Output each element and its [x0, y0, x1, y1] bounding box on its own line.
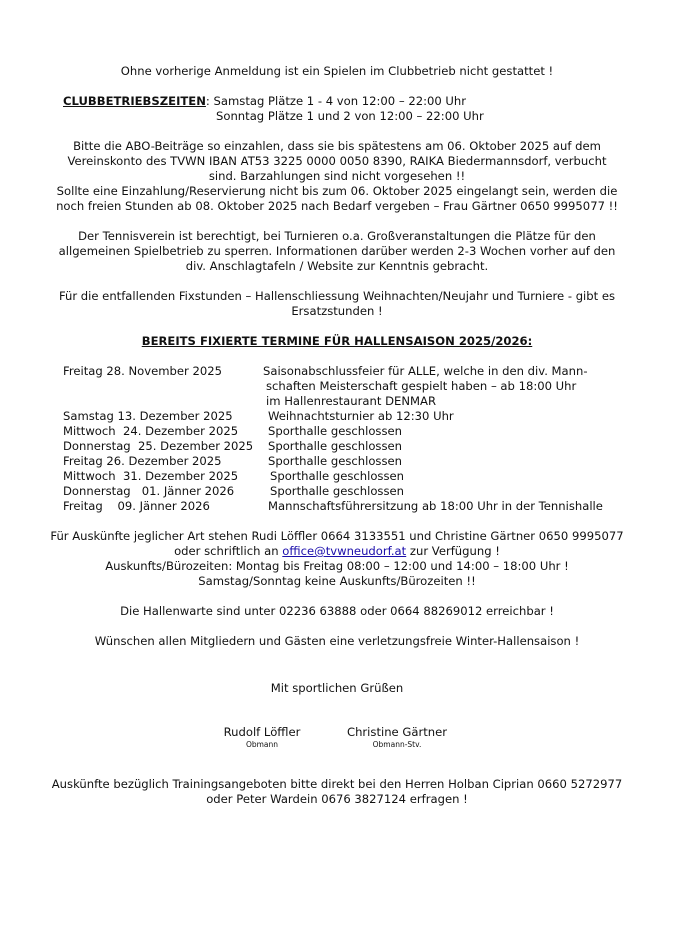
- appointment-date: Samstag 13. Dezember 2025: [63, 409, 233, 423]
- appointment-text: Saisonabschlussfeier für ALLE, welche in den div. Mann-: [263, 364, 588, 378]
- abo-line: Vereinskonto des TVWN IBAN AT53 3225 0000 0050 8390, RAIKA Biedermannsdorf, verbucht: [67, 154, 607, 168]
- appointment-text: Sporthalle geschlossen: [270, 484, 404, 498]
- tournament-line: allgemeinen Spielbetrieb zu sperren. Informationen darüber werden 2-3 Wochen vorher auf den: [58, 244, 616, 258]
- club-hours-block: [63, 94, 466, 109]
- contact-email-line: [0, 544, 674, 559]
- training-line: oder Peter Wardein 0676 3827124 erfragen !: [206, 792, 468, 806]
- abo-line: Bitte die ABO-Beiträge so einzahlen, dass sie bis spätestens am 06. Oktober 2025 auf dem: [73, 139, 601, 153]
- signature-block: [222, 725, 302, 749]
- signature-block: [346, 725, 448, 749]
- contact-email-prefix: oder schriftlich an: [174, 544, 283, 558]
- appointment-text: Weihnachtsturnier ab 12:30 Uhr: [268, 409, 454, 423]
- abo-line: Sollte eine Einzahlung/Reservierung nicht bis zum 06. Oktober 2025 eingelangt sein, werden die: [56, 184, 618, 198]
- hall-staff-line: Die Hallenwarte sind unter 02236 63888 oder 0664 88269012 erreichbar !: [120, 604, 554, 618]
- registration-notice: Ohne vorherige Anmeldung ist ein Spielen im Clubbetrieb nicht gestattet !: [120, 64, 554, 78]
- appointment-date: Donnerstag 25. Dezember 2025: [63, 439, 254, 453]
- contact-email-suffix: zur Verfügung !: [406, 544, 500, 558]
- signature-role: Obmann-Stv.: [372, 740, 422, 749]
- appointment-text: schaften Meisterschaft gespielt haben – ab 18:00 Uhr: [266, 379, 577, 393]
- fixed-hours-line: Für die entfallenden Fixstunden – Hallenschliessung Weihnachten/Neujahr und Turniere - gibt es: [58, 289, 616, 303]
- club-hours-label: CLUBBETRIEBSZEITEN: [63, 94, 206, 108]
- signature-name: Rudolf Löffler: [223, 725, 301, 739]
- appointments-heading: BEREITS FIXIERTE TERMINE FÜR HALLENSAISON 2025/2026:: [141, 334, 533, 348]
- appointment-text: Sporthalle geschlossen: [268, 424, 402, 438]
- fixed-hours-line: Ersatzstunden !: [291, 304, 383, 318]
- contact-line: Für Auskünfte jeglicher Art stehen Rudi Löffler 0664 3133551 und Christine Gärtner 0650 9995077: [50, 529, 624, 543]
- appointment-date: Donnerstag 01. Jänner 2026: [63, 484, 235, 498]
- appointment-date: Mittwoch 31. Dezember 2025: [63, 469, 239, 483]
- weekend-office-hours-line: Samstag/Sonntag keine Auskunfts/Bürozeiten !!: [198, 574, 476, 588]
- appointment-text: Sporthalle geschlossen: [268, 439, 402, 453]
- contact-email-link[interactable]: office@tvwneudorf.at: [282, 544, 407, 558]
- training-line: Auskünfte bezüglich Trainingsangeboten bitte direkt bei den Herren Holban Ciprian 0660 5272977: [51, 777, 623, 791]
- abo-line: sind. Barzahlungen sind nicht vorgesehen !!: [208, 169, 466, 183]
- appointment-date: Freitag 09. Jänner 2026: [63, 499, 210, 513]
- abo-line: noch freien Stunden ab 08. Oktober 2025 nach Bedarf vergeben – Frau Gärtner 0650 9995077 !!: [56, 199, 618, 213]
- appointment-date: Freitag 26. Dezember 2025: [63, 454, 222, 468]
- appointment-text: Sporthalle geschlossen: [268, 454, 402, 468]
- appointment-date: Mittwoch 24. Dezember 2025: [63, 424, 239, 438]
- tournament-line: Der Tennisverein ist berechtigt, bei Turnieren o.a. Großveranstaltungen die Plätze für den: [78, 229, 596, 243]
- tournament-line: div. Anschlagtafeln / Website zur Kenntnis gebracht.: [185, 259, 489, 273]
- signature-name: Christine Gärtner: [346, 725, 448, 739]
- appointment-date: Freitag 28. November 2025: [63, 364, 223, 378]
- appointment-text: im Hallenrestaurant DENMAR: [266, 394, 436, 408]
- season-wishes-line: Wünschen allen Mitgliedern und Gästen eine verletzungsfreie Winter-Hallensaison !: [94, 634, 580, 648]
- signature-role: Obmann: [245, 740, 279, 749]
- office-hours-line: Auskunfts/Bürozeiten: Montag bis Freitag 08:00 – 12:00 und 14:00 – 18:00 Uhr !: [105, 559, 569, 573]
- appointment-text: Sporthalle geschlossen: [270, 469, 404, 483]
- club-hours-colon: :: [205, 94, 210, 108]
- appointment-text: Mannschaftsführersitzung ab 18:00 Uhr in der Tennishalle: [268, 499, 603, 513]
- club-hours-sunday: Sonntag Plätze 1 und 2 von 12:00 – 22:00 Uhr: [216, 109, 484, 123]
- closing-greeting: Mit sportlichen Grüßen: [270, 681, 404, 695]
- club-hours-saturday: Samstag Plätze 1 - 4 von 12:00 – 22:00 Uhr: [213, 94, 467, 108]
